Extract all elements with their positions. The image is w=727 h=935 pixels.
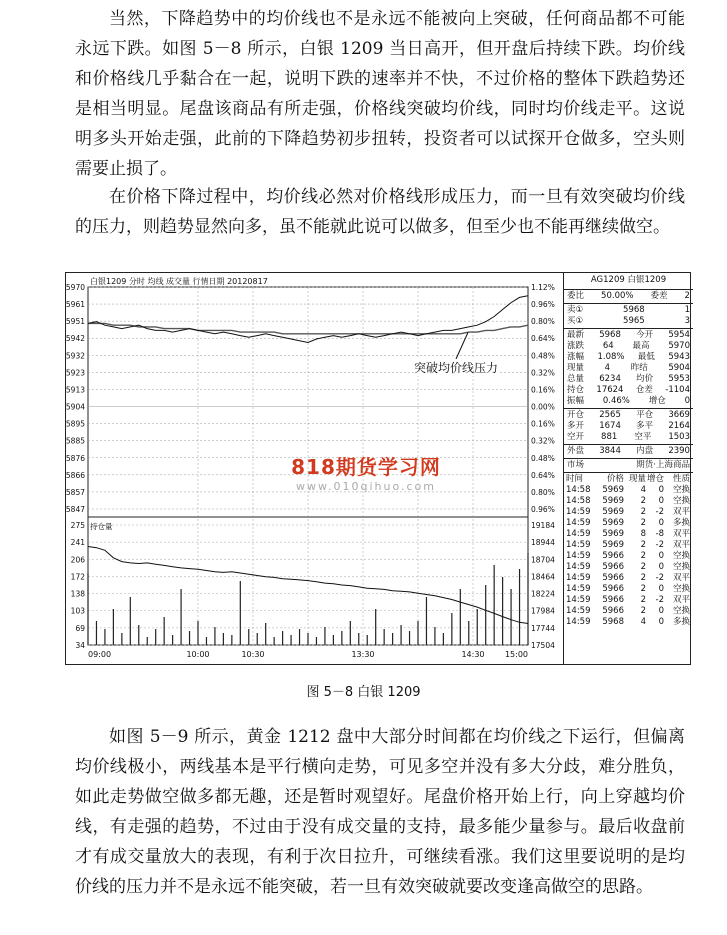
stats-row [564,363,693,374]
panel-label: 空开 [567,432,585,442]
tick-cell: 14:59 [566,507,591,517]
tick-cell: 空换 [672,551,690,561]
callout-arrow [456,332,468,359]
flow-row [564,421,693,432]
oi-tick-label: 18464 [531,572,555,582]
panel-label: 仓差 [635,385,653,395]
panel-label: 增仓 [648,396,666,406]
tick-cell: 2 [640,584,646,594]
tick-cell: 2 [640,518,646,528]
price-tick-label: 5951 [66,317,85,327]
tick-cell: 双平 [672,595,690,605]
volume-tick-label: 241 [70,538,85,548]
panel-label: 总量 [567,374,585,384]
paragraph-3: 如图 5－9 所示，黄金 1212 盘中大部分时间都在均价线之下运行，但偏离均价线极小，两线基本是平行横向走势，可见多空并没有多大分歧，难分胜负，如此走势做空做多都无趣，还是暂时观望好。尾盘价格开始上行，向上穿越均价线，有走强的趋势，不过由于没有成交量的支持，最多能少量参与。最后收盘前才有成交量放大的表现，有利于次日拉升，可继续看涨。我们这里要说明的是均价线的压力并不是永远不能突破，若一旦有效突破就要改变逢高做空的思路。 [75,727,685,897]
panel-label: 涨跌 [567,341,585,351]
stats-row [564,396,693,407]
flow-row [564,432,693,443]
pct-tick-label: 0.80% [531,487,555,497]
tick-cell: 5969 [602,507,624,517]
oi-tick-label: 18224 [531,589,555,599]
tick-cell: 14:59 [566,573,591,583]
oi-tick-label: 17504 [531,641,555,650]
tick-cell: 5969 [602,540,624,550]
panel-value: 5904 [668,363,690,373]
tick-row [564,540,693,551]
tick-cell: 2 [640,507,646,517]
tick-cell: 0 [658,496,664,506]
panel-value: 1.08% [597,352,625,362]
tick-cell: 5969 [602,496,624,506]
tick-cell: 4 [640,485,646,495]
order-book-row [564,305,693,316]
tick-cell: 0 [658,584,664,594]
panel-value: 3844 [599,446,621,456]
tick-cell: -2 [655,507,664,517]
panel-label: 开仓 [567,410,585,420]
price-tick-label: 5847 [66,505,85,514]
pct-tick-label: 0.16% [531,385,555,395]
tick-row [564,617,693,628]
tick-cell: 5968 [602,617,624,627]
quote-panel [563,273,693,664]
chart-annotation: 突破均价线压力 [414,361,499,375]
tick-cell: 0 [658,606,664,616]
panel-value: 3669 [668,410,690,420]
flow-row [564,410,693,421]
tick-cell: 14:58 [566,485,591,495]
panel-separator [564,303,693,304]
tick-cell: 2 [640,551,646,561]
volume-panel-label: 持仓量 [90,522,113,531]
time-tick-label: 13:30 [351,650,375,659]
tick-cell: 5966 [602,551,624,561]
panel-value: 期货·上海商品 [636,460,690,470]
panel-label: 振幅 [567,396,585,406]
tick-cell: 2 [640,562,646,572]
tick-cell: 双平 [672,573,690,583]
tick-row [564,606,693,617]
market-row [564,460,693,471]
tick-cell: 2 [640,573,646,583]
tick-cell: 2 [640,496,646,506]
tick-row [564,529,693,540]
tick-row [564,573,693,584]
panel-value: 5970 [668,341,690,351]
time-tick-label: 15:00 [504,650,528,659]
price-tick-label: 5876 [66,453,85,463]
paragraph-1: 当然，下降趋势中的均价线也不是永远不能被向上突破，任何商品都不可能永远下跌。如图 5－8 所示，白银 1209 当日高开，但开盘后持续下跌。均价线和价格线几乎黏合在一起，说明下跌的速率并不快，不过价格的整体下跌趋势还是相当明显。尾盘该商品有所走强，价格线突破均价线，同时均价线走平。这说明多头开始走强，此前的下降趋势初步扭转，投资者可以试探开仓做多，空头则需要止损了。 [75,9,685,179]
tick-cell: -2 [655,595,664,605]
tick-cell: 双平 [672,529,690,539]
outer-inner-row [564,446,693,457]
tick-cell: 5969 [602,518,624,528]
tick-cell: 双平 [672,507,690,517]
tick-cell: 0 [658,551,664,561]
tick-cell: 空换 [672,485,690,495]
pct-tick-label: 0.80% [531,317,555,327]
stats-row [564,374,693,385]
panel-label: 持仓 [567,385,585,395]
tick-cell: 空换 [672,584,690,594]
price-tick-label: 5932 [66,351,85,361]
tick-cell: 14:59 [566,595,591,605]
pct-tick-label: 0.96% [531,505,555,514]
tick-cell: 5966 [602,562,624,572]
panel-label: 外盘 [567,446,585,456]
panel-separator [564,472,693,473]
tick-cell: 0 [658,562,664,572]
tick-header-cell: 价格 [606,474,624,484]
price-tick-label: 5961 [66,300,85,310]
panel-separator [564,458,693,459]
tick-row [564,584,693,595]
panel-value: 1674 [599,421,621,431]
price-tick-label: 5904 [66,402,85,412]
watermark-logo: 818期货学习网 [291,455,441,479]
panel-label: 最新 [567,330,585,340]
tick-cell: 多换 [672,518,690,528]
tick-cell: 5969 [602,485,624,495]
pct-tick-label: 0.16% [531,419,555,429]
time-tick-label: 09:00 [88,650,112,659]
panel-separator [564,408,693,409]
tick-cell: 双平 [672,540,690,550]
panel-value: 5965 [623,316,645,326]
panel-value: 64 [602,341,614,351]
volume-tick-label: 206 [70,555,85,565]
panel-value: 2 [684,291,690,301]
tick-cell: 5969 [602,529,624,539]
panel-value: 3 [684,316,690,326]
panel-value: 2164 [668,421,690,431]
tick-cell: 14:59 [566,540,591,550]
panel-value: 881 [601,432,618,442]
panel-separator [564,289,693,290]
panel-label: 现量 [567,363,585,373]
tick-cell: 14:59 [566,562,591,572]
tick-header-cell: 现量 [628,474,646,484]
panel-label: 最高 [632,341,650,351]
price-tick-label: 5913 [66,385,85,395]
panel-label: 卖① [567,305,584,315]
tick-cell: 空换 [672,606,690,616]
panel-value: 6234 [599,374,621,384]
price-tick-label: 5885 [66,436,85,446]
volume-tick-label: 275 [70,521,85,530]
panel-label: 今开 [636,330,654,340]
panel-value: 1503 [668,432,690,442]
order-book-row [564,316,693,327]
oi-tick-label: 17744 [531,623,555,633]
price-tick-label: 5970 [66,283,85,292]
panel-value: -1104 [665,385,690,395]
tick-row [564,595,693,606]
tick-cell: 5966 [602,595,624,605]
panel-label: 多平 [636,421,654,431]
tick-header-cell: 时间 [566,474,584,484]
pct-tick-label: 0.64% [531,470,555,480]
panel-value: 5943 [668,352,690,362]
volume-tick-label: 138 [70,589,85,599]
tick-cell: 14:58 [566,496,591,506]
volume-tick-label: 172 [70,572,85,582]
time-tick-label: 10:00 [186,650,210,659]
pct-tick-label: 0.32% [531,368,555,378]
volume-tick-label: 69 [75,623,85,633]
paragraph-2: 在价格下降过程中，均价线必然对价格线形成压力，而一旦有效突破均价线的压力，则趋势显然向多，虽不能就此说可以做多，但至少也不能再继续做空。 [75,187,685,237]
panel-label: 最低 [637,352,655,362]
price-tick-label: 5857 [66,487,85,497]
tick-cell: 4 [640,617,646,627]
volume-tick-label: 103 [70,606,85,616]
pct-tick-label: 0.32% [531,436,555,446]
tick-cell: 0 [658,518,664,528]
watermark-url: www.010qihuo.com [296,480,436,493]
tick-row [564,551,693,562]
panel-label: 均价 [636,374,654,384]
volume-tick-label: 34 [75,641,85,650]
figure-caption: 图 5－8 白银 1209 [306,685,421,700]
tick-cell: 2 [640,595,646,605]
price-tick-label: 5942 [66,334,85,344]
tick-header-cell: 性质 [672,474,690,484]
oi-tick-label: 18944 [531,538,555,548]
panel-label: 多开 [567,421,585,431]
stats-row [564,385,693,396]
oi-tick-label: 19184 [531,521,555,530]
panel-value: 2390 [668,446,690,456]
pct-tick-label: 0.48% [531,351,555,361]
time-tick-label: 10:30 [241,650,265,659]
panel-separator [564,328,693,329]
tick-row [564,507,693,518]
panel-value: 5968 [623,305,645,315]
panel-value: 5954 [668,330,690,340]
panel-label: 空平 [634,432,652,442]
panel-separator [564,444,693,445]
tick-cell: 14:59 [566,606,591,616]
time-tick-label: 14:30 [461,650,485,659]
tick-header-cell: 增仓 [646,474,664,484]
tick-row [564,485,693,496]
intraday-chart-figure [65,272,691,665]
panel-value: 5968 [599,330,621,340]
tick-cell: 空换 [672,496,690,506]
panel-label: 委差 [650,291,668,301]
oi-tick-label: 18704 [531,555,555,565]
tick-cell: 14:59 [566,617,591,627]
stats-row [564,352,693,363]
tick-cell: 5966 [602,606,624,616]
panel-title: AG1209 白银1209 [590,275,667,285]
panel-label: 平仓 [636,410,654,420]
tick-row [564,496,693,507]
tick-cell: 14:59 [566,584,591,594]
pct-tick-label: 1.12% [531,283,555,292]
tick-row [564,562,693,573]
panel-value: 50.00% [601,291,634,301]
tick-cell: 14:59 [566,518,591,528]
tick-cell: 14:59 [566,529,591,539]
price-tick-label: 5895 [66,419,85,429]
pct-tick-label: 0.64% [531,334,555,344]
panel-value: 0 [684,396,690,406]
tick-cell: 8 [640,529,646,539]
price-tick-label: 5866 [66,470,85,480]
panel-label: 涨幅 [567,352,585,362]
tick-cell: 14:59 [566,551,591,561]
panel-label: 委比 [567,291,585,301]
panel-value: 2565 [599,410,621,420]
chart-title: 白银1209 分时 均线 成交量 行情日期 20120817 [90,277,268,286]
tick-cell: 0 [658,617,664,627]
panel-value: 17624 [596,385,624,395]
stats-row [564,341,693,352]
quote-row [564,291,693,302]
panel-value: 1 [684,305,690,315]
tick-cell: -2 [655,540,664,550]
panel-label: 内盘 [636,446,654,456]
tick-cell: 5966 [602,573,624,583]
tick-cell: 2 [640,606,646,616]
price-tick-label: 5923 [66,368,85,378]
tick-row [564,518,693,529]
tick-cell: 2 [640,540,646,550]
tick-header [564,474,693,485]
stats-row [564,330,693,341]
panel-value: 4 [604,363,611,373]
panel-label: 买① [567,316,584,326]
pct-tick-label: 0.00% [531,402,555,412]
tick-cell: 多换 [672,617,690,627]
pct-tick-label: 0.96% [531,300,555,310]
panel-label: 昨结 [630,363,648,373]
tick-cell: -8 [655,529,664,539]
tick-cell: 空换 [672,562,690,572]
watermark [246,451,486,493]
tick-cell: 0 [658,485,664,495]
oi-tick-label: 17984 [531,606,555,616]
pct-tick-label: 0.48% [531,453,555,463]
panel-label: 市场 [567,460,585,470]
tick-cell: 5966 [602,584,624,594]
panel-value: 0.46% [602,396,630,406]
tick-cell: -2 [655,573,664,583]
panel-value: 5953 [668,374,690,384]
